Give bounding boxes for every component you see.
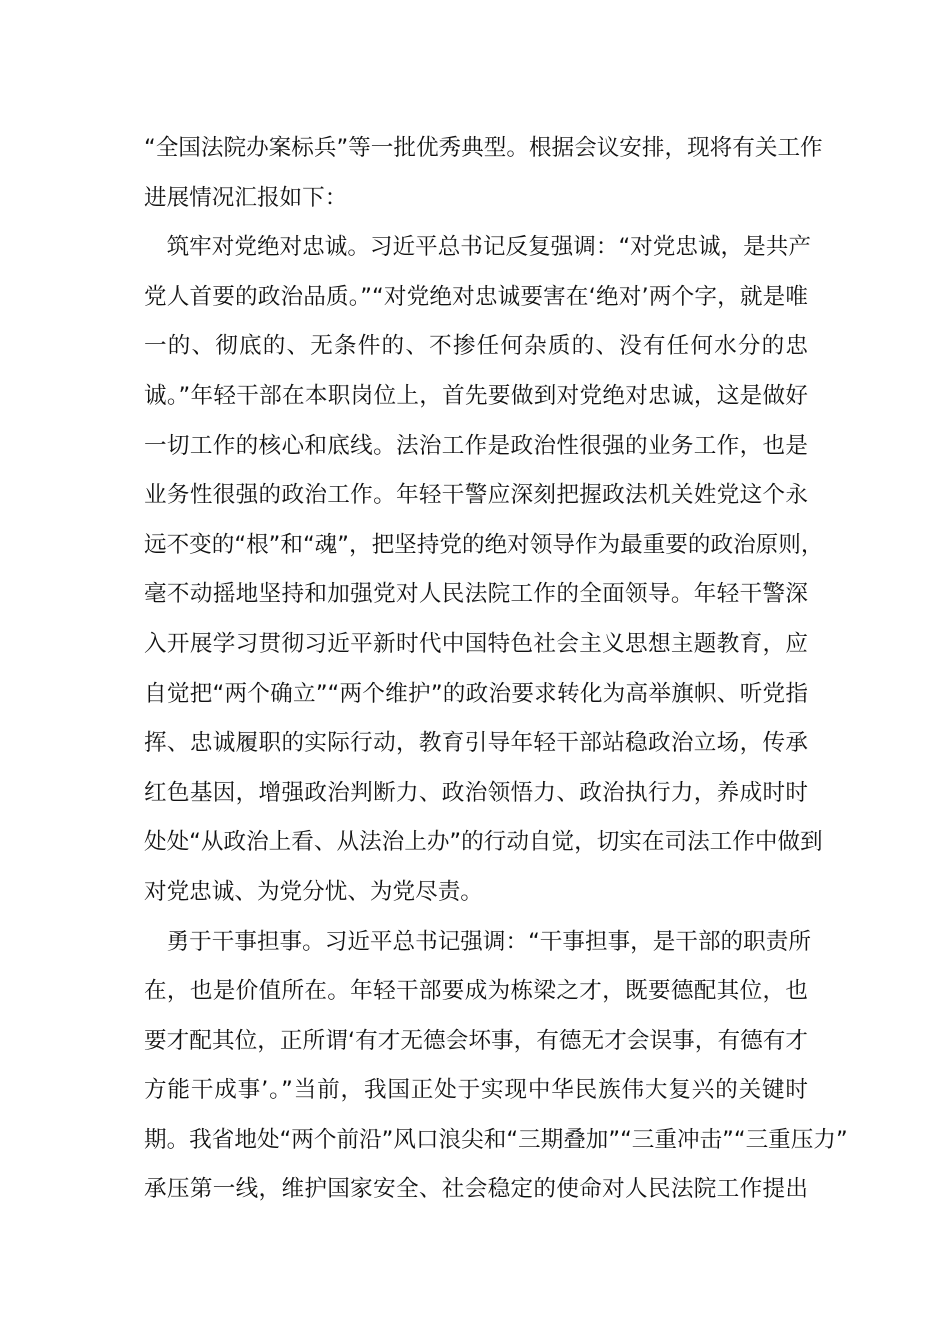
text-line: 红色基因，增强政治判断力、政治领悟力、政治执行力，养成时时 — [144, 779, 808, 806]
text-line: 处处“从政治上看、从法治上办”的行动自觉，切实在司法工作中做到 — [144, 829, 823, 856]
paragraph-responsibility — [144, 918, 848, 1216]
text-line: 挥、忠诚履职的实际行动，教育引导年轻干部站稳政治立场，传承 — [144, 730, 808, 757]
text-line: 对党忠诚、为党分忧、为党尽责。 — [144, 878, 483, 905]
text-line: 党人首要的政治品质。”“对党绝对忠诚要害在‘绝对’两个字，就是唯 — [144, 283, 808, 310]
document-body — [144, 124, 848, 1215]
text-line: 入开展学习贯彻习近平新时代中国特色社会主义思想主题教育，应 — [144, 630, 808, 657]
text-line: 勇于干事担事。习近平总书记强调：“干事担事，是干部的职责所 — [144, 928, 811, 955]
text-line: 毫不动摇地坚持和加强党对人民法院工作的全面领导。年轻干警深 — [144, 581, 808, 608]
paragraph-intro — [144, 124, 823, 223]
text-line: 业务性很强的政治工作。年轻干警应深刻把握政法机关姓党这个永 — [144, 482, 808, 509]
text-line: 期。我省地处“两个前沿”风口浪尖和“三期叠加”“三重冲击”“三重压力” — [144, 1126, 848, 1153]
text-line: 诚。”年轻干部在本职岗位上，首先要做到对党绝对忠诚，这是做好 — [144, 382, 808, 409]
text-line: 一的、彻底的、无条件的、不掺任何杂质的、没有任何水分的忠 — [144, 333, 808, 360]
paragraph-loyalty — [144, 223, 824, 917]
text-line: 自觉把“两个确立”“两个维护”的政治要求转化为高举旗帜、听党指 — [144, 680, 808, 707]
text-line: 承压第一线，维护国家安全、社会稳定的使命对人民法院工作提出 — [144, 1176, 808, 1203]
text-line: 远不变的“根”和“魂”，把坚持党的绝对领导作为最重要的政治原则， — [144, 531, 824, 558]
text-line: 筑牢对党绝对忠诚。习近平总书记反复强调：“对党忠诚，是共产 — [144, 234, 811, 261]
text-line: “全国法院办案标兵”等一批优秀典型。根据会议安排，现将有关工作 — [144, 135, 823, 161]
text-line: 进展情况汇报如下： — [144, 184, 348, 211]
text-line: 在，也是价值所在。年轻干部要成为栋梁之才，既要德配其位，也 — [144, 978, 808, 1005]
text-line: 方能干成事’。”当前，我国正处于实现中华民族伟大复兴的关键时 — [144, 1077, 808, 1104]
text-line: 要才配其位，正所谓‘有才无德会坏事，有德无才会误事，有德有才 — [144, 1027, 808, 1054]
text-line: 一切工作的核心和底线。法治工作是政治性很强的业务工作，也是 — [144, 432, 808, 459]
